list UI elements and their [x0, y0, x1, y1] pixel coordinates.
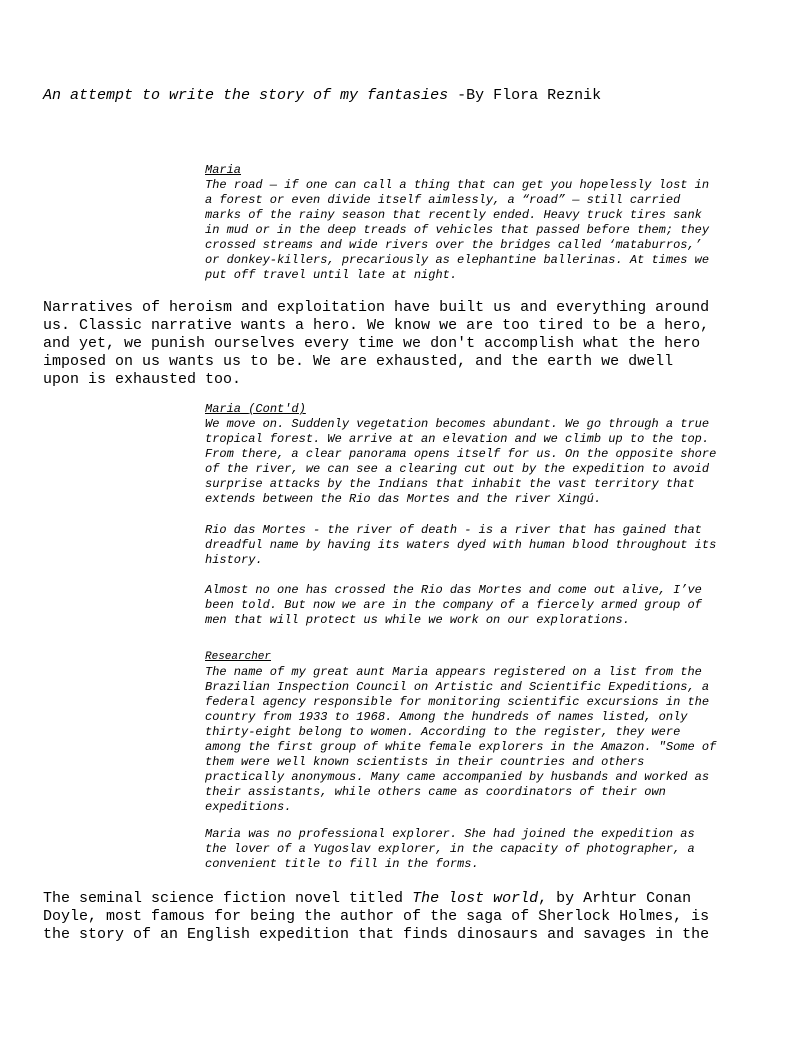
- title-italic: An attempt to write the story of my fantasies: [43, 87, 449, 104]
- speaker-suffix: (Cont'd): [248, 402, 306, 416]
- text-line: marks of the rainy season that recently ended. Heavy truck tires sank: [205, 208, 702, 222]
- text-line: the lover of a Yugoslav explorer, in the capacity of photographer, a: [205, 842, 695, 856]
- text-line: put off travel until late at night.: [205, 268, 458, 282]
- text-line: The road — if one can call a thing that can get you hopelessly lost in: [205, 178, 710, 192]
- text-segment: , by Arhtur Conan: [538, 890, 692, 907]
- text-line: among the first group of white female explorers in the Amazon. "Some of: [205, 740, 717, 754]
- quote-lines: [205, 178, 775, 283]
- quote-maria-road: [205, 163, 775, 283]
- text-line: Maria was no professional explorer. She had joined the expedition as: [205, 827, 695, 841]
- text-line: history.: [205, 553, 263, 567]
- text-line: From there, a clear panorama opens itself for us. On the opposite shore: [205, 447, 717, 461]
- paragraph-heroism: [43, 299, 783, 389]
- book-title: The lost world: [412, 890, 539, 907]
- text-line: Narratives of heroism and exploitation have built us and everything around: [43, 299, 710, 316]
- title-byline: -By Flora Reznik: [448, 87, 602, 104]
- text-line: their assistants, while others came as coordinators of their own: [205, 785, 666, 799]
- quote-maria-explorer: [205, 827, 775, 872]
- text-line: and yet, we punish ourselves every time we don't accomplish what the hero: [43, 335, 701, 352]
- text-line: us. Classic narrative wants a hero. We know we are too tired to be a hero,: [43, 317, 710, 334]
- quote-lines: [205, 417, 775, 507]
- text-line: upon is exhausted too.: [43, 371, 242, 388]
- text-line: of the river, we can see a clearing cut out by the expedition to avoid: [205, 462, 710, 476]
- paragraph-line: Doyle, most famous for being the author of the saga of Sherlock Holmes, is: [43, 908, 710, 925]
- text-line: been told. But now we are in the company of a fiercely armed group of: [205, 598, 702, 612]
- paragraph-line: the story of an English expedition that finds dinosaurs and savages in the: [43, 926, 710, 943]
- text-line: them were well known scientists in their countries and others: [205, 755, 645, 769]
- text-line: practically anonymous. Many came accompanied by husbands and worked as: [205, 770, 710, 784]
- quote-maria-contd: [205, 402, 775, 507]
- text-line: We move on. Suddenly vegetation becomes abundant. We go through a true: [205, 417, 710, 431]
- text-line: federal agency responsible for monitoring scientific excursions in the: [205, 695, 710, 709]
- text-line: convenient title to fill in the forms.: [205, 857, 479, 871]
- text-line: imposed on us wants us to be. We are exhausted, and the earth we dwell: [43, 353, 674, 370]
- quote-lines: [205, 665, 775, 815]
- speaker-label: [205, 402, 775, 417]
- text-line: Brazilian Inspection Council on Artistic and Scientific Expeditions, a: [205, 680, 710, 694]
- text-line: extends between the Rio das Mortes and the river Xingú.: [205, 492, 602, 506]
- quote-rio-das-mortes: [205, 523, 775, 568]
- text-line: or donkey-killers, precariously as elephantine ballerinas. At times we: [205, 253, 710, 267]
- paragraph-lost-world: [43, 890, 783, 944]
- text-segment: The seminal science fiction novel titled: [43, 890, 413, 907]
- speaker-label: Maria: [205, 163, 242, 177]
- quote-crossed-alive: [205, 583, 775, 628]
- text-line: country from 1933 to 1968. Among the hundreds of names listed, only: [205, 710, 688, 724]
- paragraph-line: [43, 890, 783, 908]
- text-line: men that will protect us while we work on our explorations.: [205, 613, 630, 627]
- text-line: tropical forest. We arrive at an elevation and we climb up to the top.: [205, 432, 710, 446]
- text-line: The name of my great aunt Maria appears registered on a list from the: [205, 665, 702, 679]
- speaker-name: Maria: [205, 402, 249, 416]
- text-line: dreadful name by having its waters dyed with human blood throughout its: [205, 538, 717, 552]
- text-line: a forest or even divide itself aimlessly, a “road” — still carried: [205, 193, 681, 207]
- quote-lines: [205, 523, 775, 568]
- text-line: in mud or in the deep treads of vehicles that passed before them; they: [205, 223, 710, 237]
- text-line: crossed streams and wide rivers over the bridges called ‘mataburros,’: [205, 238, 702, 252]
- document-title: [43, 87, 601, 105]
- text-line: expeditions.: [205, 800, 292, 814]
- speaker-label: Researcher: [205, 651, 272, 663]
- quote-lines: [205, 583, 775, 628]
- text-line: Rio das Mortes - the river of death - is a river that has gained that: [205, 523, 702, 537]
- quote-lines: [205, 827, 775, 872]
- quote-researcher: [205, 650, 775, 815]
- text-line: Almost no one has crossed the Rio das Mortes and come out alive, I’ve: [205, 583, 702, 597]
- text-line: surprise attacks by the Indians that inhabit the vast territory that: [205, 477, 695, 491]
- text-line: thirty-eight belong to women. According to the register, they were: [205, 725, 681, 739]
